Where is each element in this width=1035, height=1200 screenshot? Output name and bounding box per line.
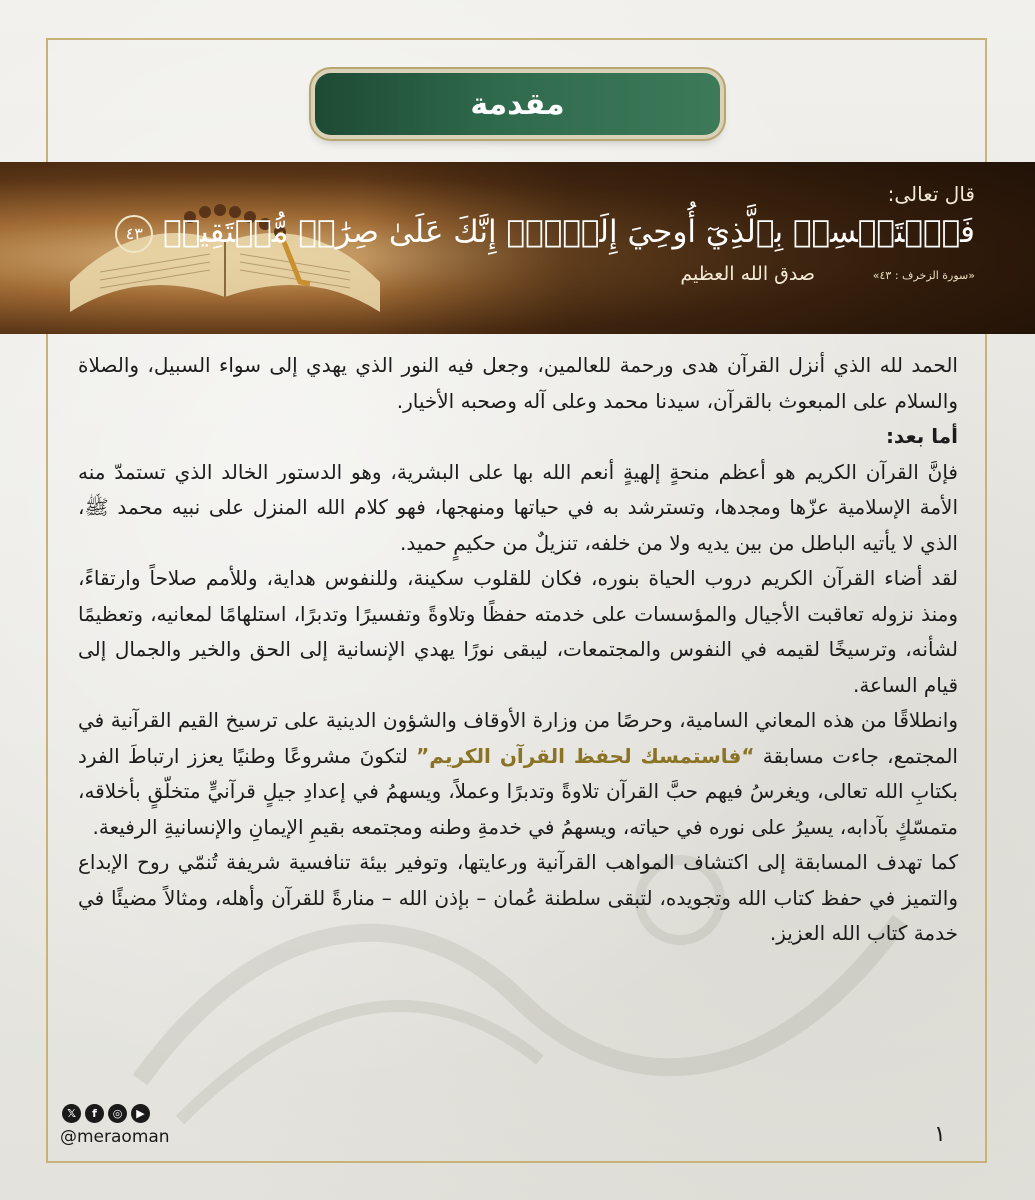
title-banner: [315, 73, 720, 135]
verse-number-marker: ٤٣: [115, 215, 153, 253]
competition-name: “فاستمسك لحفظ القرآن الكريم”: [416, 743, 755, 768]
paragraph-4: لقد أضاء القرآن الكريم دروب الحياة بنوره، فكان للقلوب سكينة، وللنفوس هداية، وللأمم صلاحاً وارتقاءً، ومنذ نزوله تعاقبت الأجيال والمؤسسات على خدمته حفظًا وتلاوةً وتفسيرًا وتدبرًا، استلهامًا لمعانيه، وتعظيمًا لشأنه، وترسيخًا لقيمه في النفوس والمجتمعات، ليبقى نورًا يهدي الإنسانية إلى الحق والخير والجمال إلى قيام الساعة.: [78, 566, 958, 697]
instagram-icon[interactable]: ◎: [108, 1104, 127, 1123]
x-icon[interactable]: 𝕏: [62, 1104, 81, 1123]
verse-text: فَٱسۡتَمۡسِكۡ بِٱلَّذِيٓ أُوحِيَ إِلَيۡكَۖ إِنَّكَ عَلَىٰ صِرَٰطٖ مُّسۡتَقِيمٖ: [163, 214, 975, 250]
quran-verse: [125, 214, 975, 253]
paragraph-6: كما تهدف المسابقة إلى اكتشاف المواهب القرآنية ورعايتها، وتوفير بيئة تنافسية شريفة تُنمّي روح الإبداع والتميز في حفظ كتاب الله وتجويده، لتبقى سلطنة عُمان – بإذن الله – منارةً للقرآن وأهله، ومثالاً مضيئًا في خدمة كتاب الله العزيز.: [78, 850, 958, 945]
verse-banner: [0, 162, 1035, 334]
paragraph-5-end: لتكونَ مشروعًا وطنيًا يعزز ارتباطَ الفرد بكتابِ الله تعالى، ويغرسُ فيهم حبَّ القرآن تلاوةً وتدبرًا وعملاً، ويسهمُ في إعدادِ جيلٍ قرآنيٍّ متخلّقٍ بأخلاقه، متمسّكٍ بآدابه، يسيرُ على نوره في حياته، ويسهمُ في خدمةِ وطنه ومجتمعه بقيمِ الإيمانِ والإنسانيةِ الرفيعة.: [78, 743, 958, 839]
page-number: ١: [934, 1122, 946, 1147]
paragraph-5: [78, 703, 958, 845]
page-title: مقدمة: [470, 86, 565, 122]
verse-intro: قال تعالى:: [887, 182, 975, 206]
verse-footer: [325, 263, 975, 293]
paragraph-3: فإنَّ القرآن الكريم هو أعظم منحةٍ إلهيةٍ أنعم الله بها على البشرية، وهو الدستور الخالد الذي تستمدّ منه الأمة الإسلامية عزّها ومجدها، وتسترشد به في حياتها ومنهجها، فهو كلام الله المنزل على نبيه محمد ﷺ، الذي لا يأتيه الباطل من بين يديه ولا من خلفه، تنزيلٌ من حكيمٍ حميد.: [78, 459, 958, 555]
youtube-icon[interactable]: ▶: [131, 1104, 150, 1123]
paragraph-1: الحمد لله الذي أنزل القرآن هدى ورحمة للعالمين، وجعل فيه النور الذي يهدي إلى سواء السبيل، والصلاة والسلام على المبعوث بالقرآن، سيدنا محمد وعلى آله وصحبه الأخيار.: [78, 353, 958, 413]
paragraph-5-start: وانطلاقًا من هذه المعاني السامية، وحرصًا من وزارة الأوقاف والشؤون الدينية على ترسيخ القيم القرآنية في المجتمع، جاءت مسابقة: [78, 708, 958, 768]
social-handle[interactable]: @meraoman: [60, 1127, 170, 1147]
facebook-icon[interactable]: f: [85, 1104, 104, 1123]
introduction-body: [78, 348, 958, 952]
paragraph-2: أما بعد:: [885, 424, 958, 448]
surah-reference: «سورة الزخرف : ٤٣»: [872, 268, 975, 282]
verse-closing: صدق الله العظيم: [680, 262, 815, 285]
social-icons: [62, 1104, 150, 1123]
verse-block: [125, 170, 975, 293]
